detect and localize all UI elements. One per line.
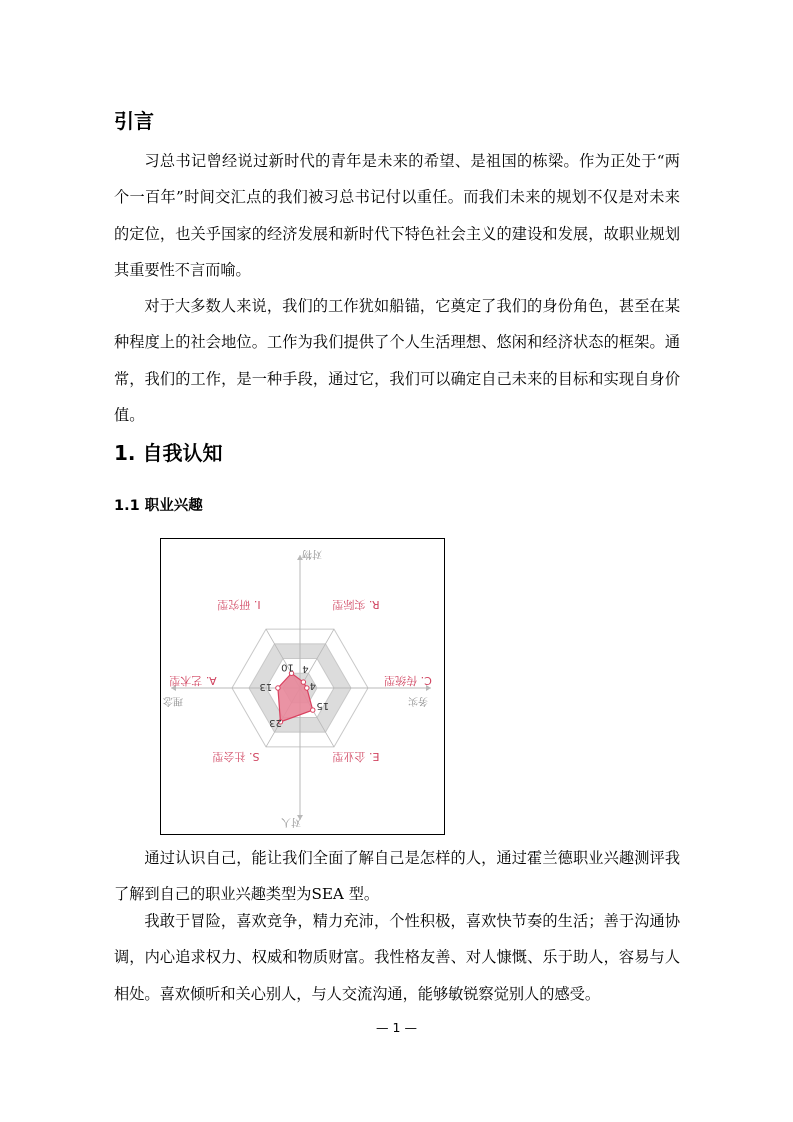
section-heading-self-awareness: 1. 自我认知 xyxy=(114,441,223,465)
axis-label-bottom: 对人 xyxy=(281,816,301,827)
radar-category-label-3: E. 企业型 xyxy=(332,750,380,763)
axis-label-left: 理念 xyxy=(163,695,183,706)
radar-category-label-6: I. 研究型 xyxy=(217,598,261,611)
radar-value-label-3: 15 xyxy=(316,700,330,712)
radar-category-label-1: R. 实际型 xyxy=(332,598,380,611)
radar-category-label-2: C. 传统型 xyxy=(384,674,432,687)
intro-heading: 引言 xyxy=(114,109,154,133)
radar-value-label-4: 23 xyxy=(269,716,282,728)
subsection-heading-career-interest: 1.1 职业兴趣 xyxy=(114,498,203,514)
intro-paragraph-1: 习总书记曾经说过新时代的青年是未来的希望、是祖国的栋梁。作为正处于“两个一百年”时间交汇点的我们被习总书记付以重任。而我们未来的规划不仅是对未来的定位，也关乎国家的经济发展和新时代下特色社会主义的建设和发展，故职业规划其重要性不言而喻。 xyxy=(114,152,680,280)
intro-paragraph-2: 对于大多数人来说，我们的工作犹如船锚，它奠定了我们的身份角色，甚至在某种程度上的社会地位。工作为我们提供了个人生活理想、悠闲和经济状态的框架。通常，我们的工作，是一种手段，通过它，我们可以确定自己未来的目标和实现自身价值。 xyxy=(114,297,680,425)
radar-data-point-3 xyxy=(311,708,315,712)
radar-value-label-2: 4 xyxy=(309,680,316,691)
radar-data-point-5 xyxy=(276,686,280,690)
body-paragraph-2: 我敢于冒险，喜欢竞争，精力充沛，个性积极，喜欢快节奏的生活；善于沟通协调，内心追求权力、权威和物质财富。我性格友善、对人慷慨、乐于助人，容易与人相处。喜欢倾听和关心别人，与人交流沟通，能够敏锐察觉别人的感受。 xyxy=(114,912,680,1003)
radar-value-label-5: 13 xyxy=(259,681,273,692)
radar-category-label-5: A. 艺术型 xyxy=(169,674,217,687)
radar-value-label-6: 10 xyxy=(281,661,294,673)
radar-value-label-1: 4 xyxy=(302,663,309,675)
page-number: — 1 — xyxy=(376,1020,417,1035)
body-paragraph-1: 通过认识自己，能让我们全面了解自己是怎样的人，通过霍兰德职业兴趣测评我了解到自己的职业兴趣类型为SEA 型。 xyxy=(114,849,680,904)
radar-category-label-4: S. 社会型 xyxy=(212,750,260,763)
holland-radar-figure xyxy=(160,538,445,835)
holland-radar-chart xyxy=(161,539,444,834)
axis-label-right: 务实 xyxy=(408,695,428,706)
radar-data-point-2 xyxy=(305,686,309,690)
axis-label-top: 对物 xyxy=(302,548,322,559)
radar-data-point-1 xyxy=(301,680,305,684)
